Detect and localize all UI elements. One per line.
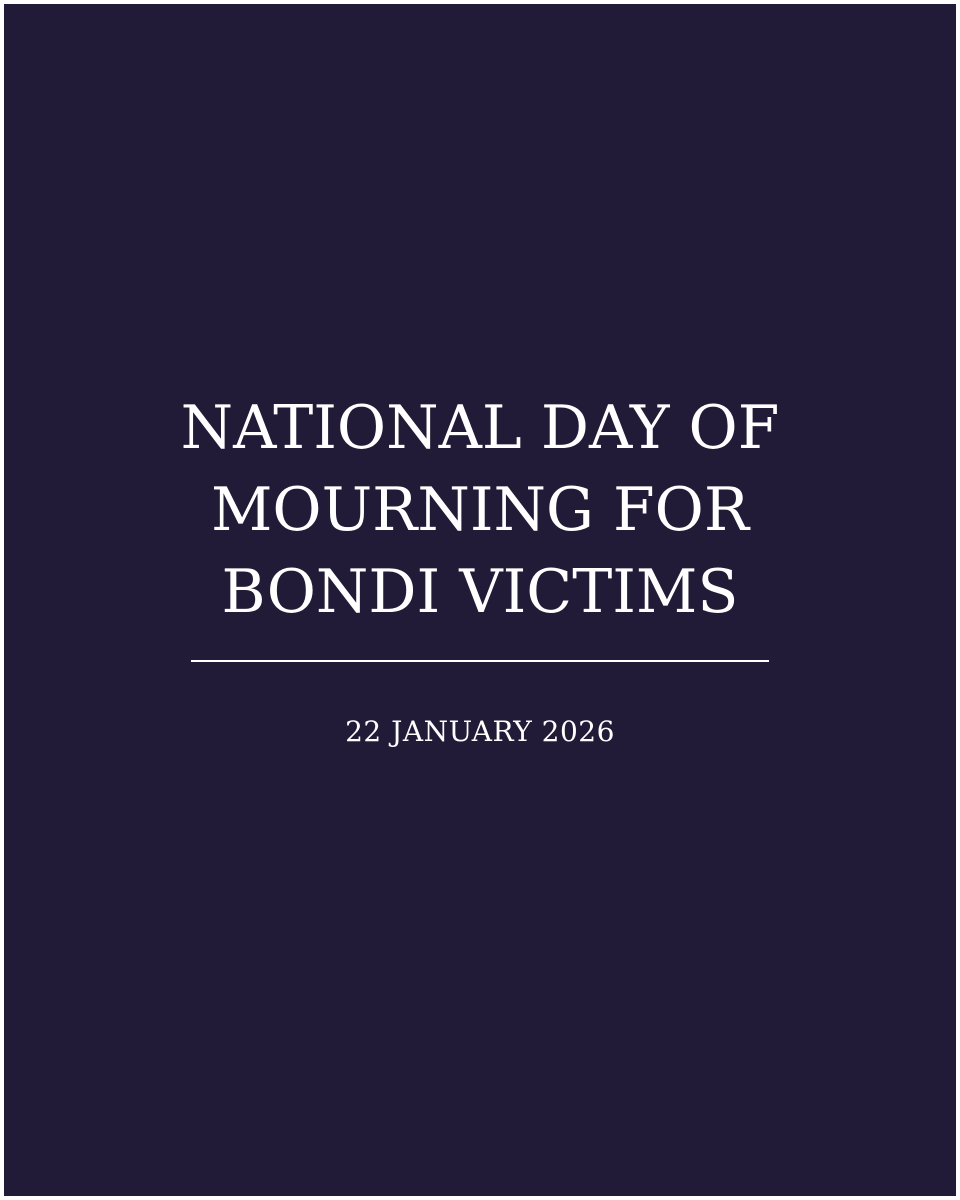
announcement-date: 22 JANUARY 2026 [345, 715, 615, 748]
announcement-card [4, 4, 956, 1196]
title-line-1: NATIONAL DAY OF [180, 393, 780, 463]
title-line-3: BONDI VICTIMS [221, 557, 739, 627]
title-divider [191, 660, 769, 662]
announcement-title [4, 387, 956, 633]
title-line-2: MOURNING FOR [210, 475, 750, 545]
